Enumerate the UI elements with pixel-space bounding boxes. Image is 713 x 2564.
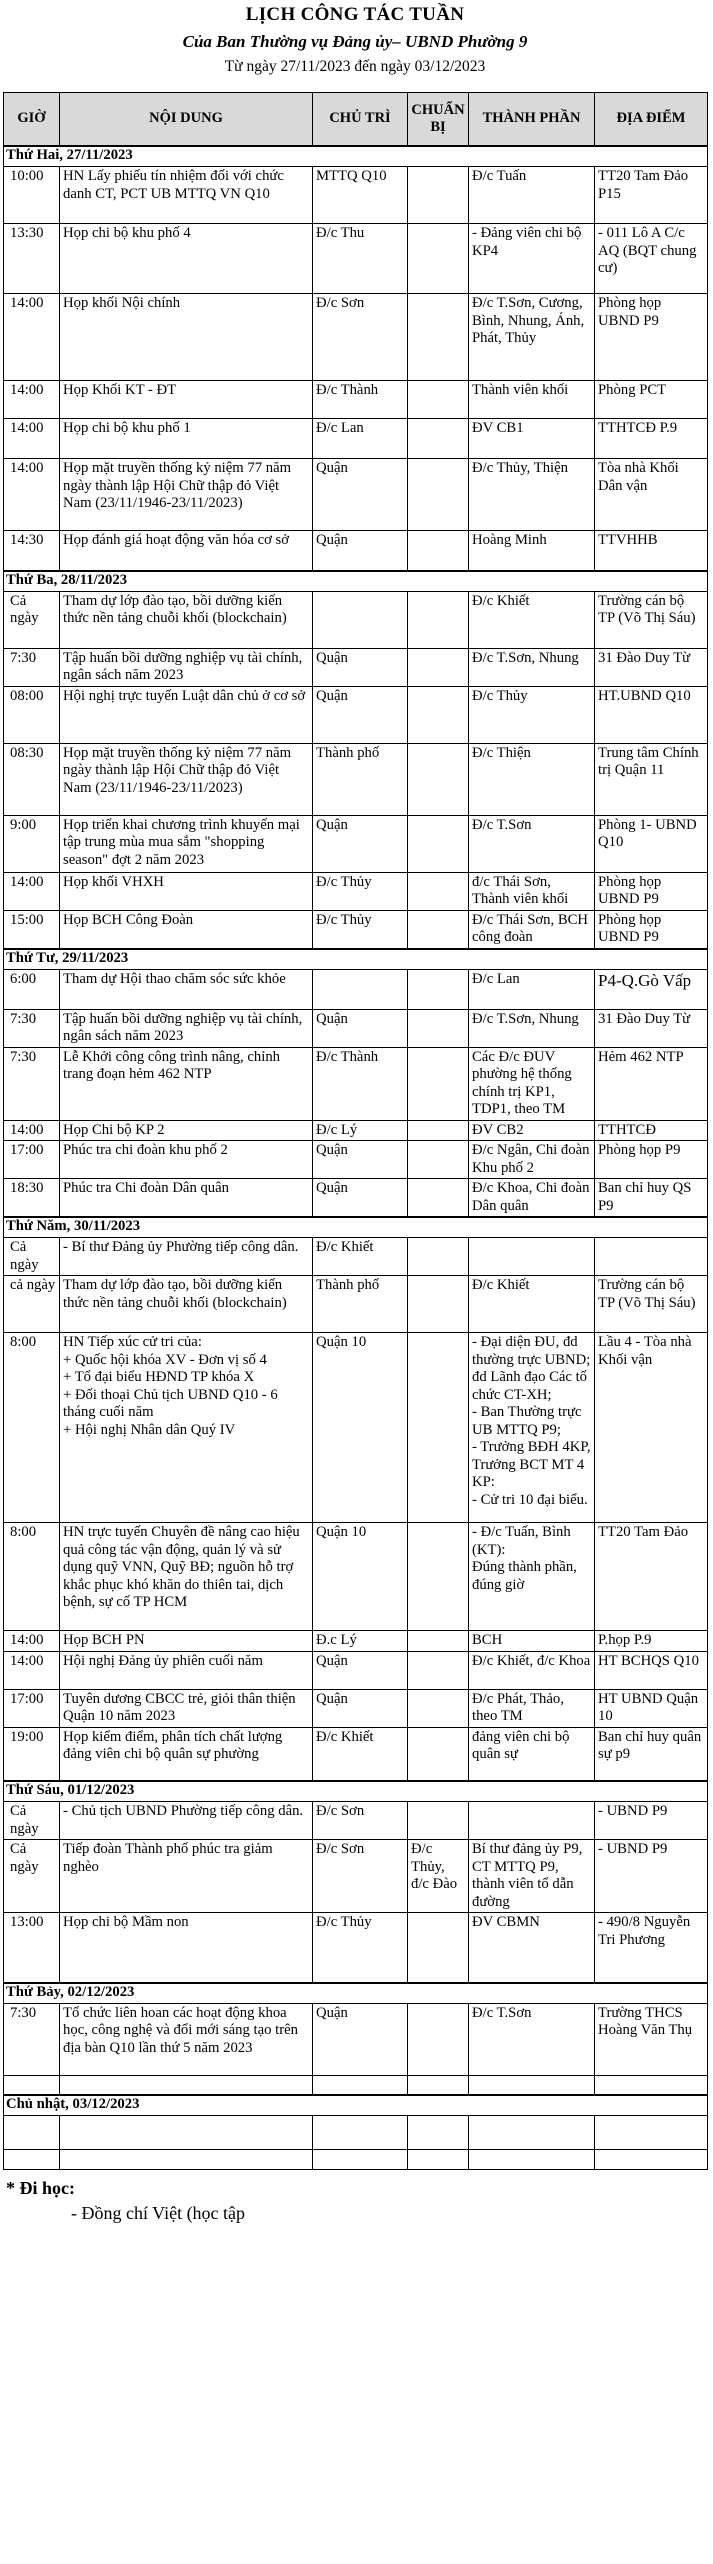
cell-host: Quận — [313, 1651, 408, 1689]
cell-place: Hẻm 462 NTP — [595, 1047, 708, 1120]
day-label: Thứ Sáu, 01/12/2023 — [4, 1781, 708, 1802]
cell-place: TTVHHB — [595, 531, 708, 571]
table-row — [4, 2003, 708, 2075]
cell-time: 7:30 — [4, 2003, 60, 2075]
column-header-host: CHỦ TRÌ — [313, 93, 408, 147]
cell-attendees: Đ/c Khiết — [469, 591, 595, 648]
date-range: Từ ngày 27/11/2023 đến ngày 03/12/2023 — [224, 58, 486, 75]
cell-content: Phúc tra Chi đoàn Dân quân — [60, 1179, 313, 1218]
cell-content: Tham dự lớp đào tạo, bồi dưỡng kiến thức nền tảng chuỗi khối (blockchain) — [60, 591, 313, 648]
cell-host: Quận — [313, 459, 408, 531]
cell-content: Tập huấn bồi dưỡng nghiệp vụ tài chính, ngân sách năm 2023 — [60, 648, 313, 686]
cell-prep — [408, 294, 469, 381]
cell-attendees: BCH — [469, 1631, 595, 1652]
column-header-content: NỘI DUNG — [60, 93, 313, 147]
cell-prep — [408, 167, 469, 224]
cell-time — [4, 2150, 60, 2170]
day-label: Thứ Hai, 27/11/2023 — [4, 146, 708, 167]
cell-host: MTTQ Q10 — [313, 167, 408, 224]
header — [3, 4, 707, 76]
cell-attendees: Đ/c Khoa, Chi đoàn Dân quân — [469, 1179, 595, 1218]
cell-content: Họp BCH Công Đoàn — [60, 910, 313, 949]
cell-time: 6:00 — [4, 969, 60, 1009]
cell-place: Phòng họp UBND P9 — [595, 910, 708, 949]
study-item: - Đồng chí Việt (học tập — [71, 2203, 246, 2223]
cell-host: Đ/c Lan — [313, 419, 408, 459]
table-row — [4, 872, 708, 910]
table-header-row — [4, 93, 708, 147]
cell-time: 13:30 — [4, 224, 60, 294]
cell-place: Tòa nhà Khối Dân vận — [595, 459, 708, 531]
cell-prep — [408, 969, 469, 1009]
cell-host — [313, 2116, 408, 2150]
schedule-body — [4, 146, 708, 2170]
cell-place — [595, 2116, 708, 2150]
day-header-row — [4, 146, 708, 167]
table-row — [4, 419, 708, 459]
table-row — [4, 224, 708, 294]
cell-place — [595, 2150, 708, 2170]
cell-prep: Đ/c Thủy, đ/c Đào — [408, 1840, 469, 1913]
table-row — [4, 381, 708, 419]
cell-host: Thành phố — [313, 743, 408, 815]
cell-attendees: Đ/c T.Sơn, Nhung — [469, 1009, 595, 1047]
cell-prep — [408, 381, 469, 419]
cell-host: Đ.c Lý — [313, 1631, 408, 1652]
cell-place: Trường cán bộ TP (Võ Thị Sáu) — [595, 591, 708, 648]
table-row — [4, 1523, 708, 1631]
cell-attendees: Đ/c Thủy — [469, 686, 595, 743]
cell-host: Đ/c Thủy — [313, 910, 408, 949]
schedule-page — [0, 4, 713, 2564]
cell-host: Đ/c Sơn — [313, 1802, 408, 1840]
cell-place: Ban chỉ huy QS P9 — [595, 1179, 708, 1218]
cell-host — [313, 2150, 408, 2170]
cell-content: Họp đánh giá hoạt động văn hóa cơ sở — [60, 531, 313, 571]
cell-place: HT UBND Quận 10 — [595, 1689, 708, 1727]
day-header-row — [4, 1983, 708, 2004]
cell-prep — [408, 2116, 469, 2150]
cell-time: 7:30 — [4, 1047, 60, 1120]
cell-host: Đ/c Lý — [313, 1120, 408, 1141]
cell-prep — [408, 1141, 469, 1179]
cell-attendees — [469, 2075, 595, 2095]
cell-host: Đ/c Thủy — [313, 1913, 408, 1983]
cell-host: Quận — [313, 1689, 408, 1727]
cell-place: - UBND P9 — [595, 1802, 708, 1840]
cell-content — [60, 2150, 313, 2170]
table-row — [4, 1179, 708, 1218]
cell-time: 10:00 — [4, 167, 60, 224]
page-subtitle: Của Ban Thường vụ Đảng ủy– UBND Phường 9 — [182, 32, 528, 51]
cell-attendees: Các Đ/c ĐUV phường hệ thống chính trị KP1, TDP1, theo TM — [469, 1047, 595, 1120]
cell-prep — [408, 1047, 469, 1120]
table-row — [4, 167, 708, 224]
cell-content: Tập huấn bồi dưỡng nghiệp vụ tài chính, ngân sách năm 2023 — [60, 1009, 313, 1047]
cell-attendees: Đ/c Phát, Thảo, theo TM — [469, 1689, 595, 1727]
cell-time: 13:00 — [4, 1913, 60, 1983]
cell-content: Tham dự Hội thao chăm sóc sức khỏe — [60, 969, 313, 1009]
cell-host: Quận — [313, 1179, 408, 1218]
column-header-prep: CHUẨN BỊ — [408, 93, 469, 147]
cell-content: Hội nghị Đảng ủy phiên cuối năm — [60, 1651, 313, 1689]
cell-prep — [408, 2150, 469, 2170]
cell-prep — [408, 1333, 469, 1523]
cell-prep — [408, 591, 469, 648]
table-row — [4, 743, 708, 815]
table-row — [4, 1631, 708, 1652]
day-label: Thứ Năm, 30/11/2023 — [4, 1217, 708, 1238]
table-row — [4, 1120, 708, 1141]
footer-notes — [3, 2178, 707, 2224]
schedule-table — [3, 92, 708, 2170]
cell-host: Quận — [313, 815, 408, 872]
cell-prep — [408, 2003, 469, 2075]
cell-prep — [408, 1009, 469, 1047]
cell-prep — [408, 648, 469, 686]
cell-host: Đ/c Thu — [313, 224, 408, 294]
column-header-place: ĐỊA ĐIỂM — [595, 93, 708, 147]
cell-time: Cả ngày — [4, 591, 60, 648]
cell-attendees — [469, 2116, 595, 2150]
cell-attendees — [469, 1802, 595, 1840]
table-row — [4, 1913, 708, 1983]
table-row — [4, 2116, 708, 2150]
day-label: Thứ Ba, 28/11/2023 — [4, 571, 708, 592]
cell-time: 18:30 — [4, 1179, 60, 1218]
cell-attendees: Thành viên khối — [469, 381, 595, 419]
cell-attendees: Đ/c Ngân, Chi đoàn Khu phố 2 — [469, 1141, 595, 1179]
cell-host: Quận — [313, 1141, 408, 1179]
cell-content: Họp mặt truyền thống kỷ niệm 77 năm ngày thành lập Hội Chữ thập đỏ Việt Nam (23/11/1946-23/11/2023) — [60, 459, 313, 531]
cell-attendees: Đ/c T.Sơn, Nhung — [469, 648, 595, 686]
cell-place: Phòng 1- UBND Q10 — [595, 815, 708, 872]
table-row — [4, 1333, 708, 1523]
cell-place: TTHTCĐ P.9 — [595, 419, 708, 459]
cell-host: Đ/c Thủy — [313, 872, 408, 910]
day-header-row — [4, 1781, 708, 1802]
cell-place: - UBND P9 — [595, 1840, 708, 1913]
cell-time: 14:00 — [4, 1120, 60, 1141]
cell-attendees: Đ/c T.Sơn, Cương, Bình, Nhung, Ánh, Phát, Thủy — [469, 294, 595, 381]
cell-attendees: Đ/c Khiết — [469, 1276, 595, 1333]
cell-host: Quận — [313, 531, 408, 571]
cell-host: Đ/c Thành — [313, 1047, 408, 1120]
table-row — [4, 815, 708, 872]
cell-time: Cả ngày — [4, 1840, 60, 1913]
table-row — [4, 1802, 708, 1840]
cell-time: 14:00 — [4, 294, 60, 381]
table-row — [4, 459, 708, 531]
cell-attendees: Đ/c Lan — [469, 969, 595, 1009]
cell-prep — [408, 686, 469, 743]
cell-content: Họp khối Nội chính — [60, 294, 313, 381]
cell-content: HN Lấy phiếu tín nhiệm đối với chức danh CT, PCT UB MTTQ VN Q10 — [60, 167, 313, 224]
cell-attendees: ĐV CB2 — [469, 1120, 595, 1141]
cell-content: Họp triển khai chương trình khuyến mại tập trung mùa mua sắm "shopping season" đợt 2 năm 2023 — [60, 815, 313, 872]
cell-attendees: Đ/c Thái Sơn, BCH công đoàn — [469, 910, 595, 949]
cell-content — [60, 2075, 313, 2095]
cell-host: Đ/c Khiết — [313, 1238, 408, 1276]
cell-place: Phòng PCT — [595, 381, 708, 419]
cell-host — [313, 969, 408, 1009]
day-label: Thứ Bảy, 02/12/2023 — [4, 1983, 708, 2004]
cell-prep — [408, 419, 469, 459]
cell-content: Họp chi bộ khu phố 1 — [60, 419, 313, 459]
day-header-row — [4, 2095, 708, 2116]
cell-content: Họp Khối KT - ĐT — [60, 381, 313, 419]
table-row — [4, 1651, 708, 1689]
cell-content: HN Tiếp xúc cử tri của: + Quốc hội khóa XV - Đơn vị số 4 + Tổ đại biểu HĐND TP khóa X + Đối thoại Chủ tịch UBND Q10 - 6 tháng cuối năm + Hội nghị Nhân dân Quý IV — [60, 1333, 313, 1523]
cell-host: Đ/c Sơn — [313, 294, 408, 381]
day-header-row — [4, 949, 708, 970]
cell-host: Quận — [313, 2003, 408, 2075]
cell-prep — [408, 1179, 469, 1218]
table-row — [4, 294, 708, 381]
cell-prep — [408, 910, 469, 949]
cell-host: Đ/c Sơn — [313, 1840, 408, 1913]
cell-host: Thành phố — [313, 1276, 408, 1333]
cell-attendees: đ/c Thái Sơn, Thành viên khối — [469, 872, 595, 910]
cell-prep — [408, 2075, 469, 2095]
cell-prep — [408, 1120, 469, 1141]
cell-content: - Bí thư Đảng ủy Phường tiếp công dân. — [60, 1238, 313, 1276]
cell-prep — [408, 531, 469, 571]
cell-host: Đ/c Thành — [313, 381, 408, 419]
cell-content: Tiếp đoàn Thành phố phúc tra giảm nghèo — [60, 1840, 313, 1913]
cell-time: cả ngày — [4, 1276, 60, 1333]
cell-time: 7:30 — [4, 648, 60, 686]
cell-attendees: - Đảng viên chi bộ KP4 — [469, 224, 595, 294]
cell-attendees: Hoàng Minh — [469, 531, 595, 571]
cell-content: Hội nghị trực tuyến Luật dân chủ ở cơ sở — [60, 686, 313, 743]
table-row — [4, 969, 708, 1009]
cell-prep — [408, 224, 469, 294]
cell-time: 17:00 — [4, 1689, 60, 1727]
day-header-row — [4, 571, 708, 592]
cell-attendees: Đ/c Tuấn — [469, 167, 595, 224]
cell-host: Quận 10 — [313, 1523, 408, 1631]
cell-attendees: đảng viên chi bộ quân sự — [469, 1727, 595, 1781]
cell-prep — [408, 459, 469, 531]
cell-place: Lầu 4 - Tòa nhà Khối vận — [595, 1333, 708, 1523]
cell-content: Họp chi bộ khu phố 4 — [60, 224, 313, 294]
cell-content: Họp Chi bộ KP 2 — [60, 1120, 313, 1141]
cell-prep — [408, 1276, 469, 1333]
cell-host: Quận — [313, 686, 408, 743]
cell-time: 14:00 — [4, 419, 60, 459]
cell-attendees: - Đ/c Tuấn, Bình (KT): Đúng thành phần, đúng giờ — [469, 1523, 595, 1631]
cell-host — [313, 2075, 408, 2095]
cell-content: Tổ chức liên hoan các hoạt động khoa học, công nghệ và đổi mới sáng tạo trên địa bàn Q10 lần thứ 5 năm 2023 — [60, 2003, 313, 2075]
cell-host: Quận — [313, 1009, 408, 1047]
page-title: LỊCH CÔNG TÁC TUẦN — [245, 4, 465, 25]
table-row — [4, 1009, 708, 1047]
column-header-attendees: THÀNH PHẦN — [469, 93, 595, 147]
cell-content — [60, 2116, 313, 2150]
table-row — [4, 1047, 708, 1120]
cell-attendees: Bí thư đảng ủy P9, CT MTTQ P9, thành viên tổ dẫn đường — [469, 1840, 595, 1913]
table-row — [4, 531, 708, 571]
table-row — [4, 1689, 708, 1727]
cell-prep — [408, 815, 469, 872]
cell-time: 15:00 — [4, 910, 60, 949]
cell-time: 7:30 — [4, 1009, 60, 1047]
cell-attendees: Đ/c T.Sơn — [469, 2003, 595, 2075]
cell-content: Họp mặt truyền thống kỷ niệm 77 năm ngày thành lập Hội Chữ thập đỏ Việt Nam (23/11/1946-23/11/2023) — [60, 743, 313, 815]
cell-attendees: ĐV CB1 — [469, 419, 595, 459]
cell-prep — [408, 1631, 469, 1652]
cell-content: Tham dự lớp đào tạo, bồi dưỡng kiến thức nền tảng chuỗi khối (blockchain) — [60, 1276, 313, 1333]
cell-content: Họp chi bộ Mầm non — [60, 1913, 313, 1983]
cell-prep — [408, 1523, 469, 1631]
cell-place: HT.UBND Q10 — [595, 686, 708, 743]
cell-place: Phòng họp P9 — [595, 1141, 708, 1179]
cell-time: 8:00 — [4, 1523, 60, 1631]
cell-place: P.họp P.9 — [595, 1631, 708, 1652]
cell-attendees: - Đại diện ĐU, đd thường trực UBND; đd Lãnh đạo Các tổ chức CT-XH; - Ban Thường trực UB MTTQ P9; - Trưởng BĐH 4KP, Trưởng BCT MT 4 KP: - Cử tri 10 đại biểu. — [469, 1333, 595, 1523]
table-row — [4, 686, 708, 743]
table-row — [4, 910, 708, 949]
table-row — [4, 1238, 708, 1276]
cell-time: 14:00 — [4, 459, 60, 531]
cell-host: Quận — [313, 648, 408, 686]
cell-place: TT20 Tam Đảo P15 — [595, 167, 708, 224]
table-row — [4, 2150, 708, 2170]
cell-time — [4, 2116, 60, 2150]
cell-attendees: Đ/c Khiết, đ/c Khoa — [469, 1651, 595, 1689]
table-row — [4, 2075, 708, 2095]
day-label: Thứ Tư, 29/11/2023 — [4, 949, 708, 970]
cell-attendees — [469, 1238, 595, 1276]
cell-content: Họp khối VHXH — [60, 872, 313, 910]
cell-attendees: Đ/c Thủy, Thiện — [469, 459, 595, 531]
cell-time: 08:30 — [4, 743, 60, 815]
cell-prep — [408, 1689, 469, 1727]
cell-attendees: Đ/c T.Sơn — [469, 815, 595, 872]
cell-prep — [408, 1238, 469, 1276]
cell-prep — [408, 1651, 469, 1689]
cell-place: 31 Đào Duy Từ — [595, 1009, 708, 1047]
cell-host: Đ/c Khiết — [313, 1727, 408, 1781]
day-header-row — [4, 1217, 708, 1238]
cell-time: 19:00 — [4, 1727, 60, 1781]
table-row — [4, 1840, 708, 1913]
cell-time: 9:00 — [4, 815, 60, 872]
cell-attendees: Đ/c Thiện — [469, 743, 595, 815]
cell-content: Họp kiểm điểm, phân tích chất lượng đảng viên chi bộ quân sự phường — [60, 1727, 313, 1781]
cell-time: 14:00 — [4, 1651, 60, 1689]
day-label: Chủ nhật, 03/12/2023 — [4, 2095, 708, 2116]
cell-place: Trung tâm Chính trị Quận 11 — [595, 743, 708, 815]
table-row — [4, 1141, 708, 1179]
cell-place: - 011 Lô A C/c AQ (BQT chung cư) — [595, 224, 708, 294]
cell-content: Tuyên dương CBCC trẻ, giỏi thân thiện Quận 10 năm 2023 — [60, 1689, 313, 1727]
cell-attendees: ĐV CBMN — [469, 1913, 595, 1983]
cell-content: - Chủ tịch UBND Phường tiếp công dân. — [60, 1802, 313, 1840]
cell-place: TT20 Tam Đảo — [595, 1523, 708, 1631]
cell-content: Lễ Khởi công công trình nâng, chỉnh trang đoạn hẻm 462 NTP — [60, 1047, 313, 1120]
cell-content: Phúc tra chi đoàn khu phố 2 — [60, 1141, 313, 1179]
cell-time — [4, 2075, 60, 2095]
cell-place: Phòng họp UBND P9 — [595, 294, 708, 381]
cell-prep — [408, 872, 469, 910]
table-row — [4, 591, 708, 648]
cell-attendees — [469, 2150, 595, 2170]
cell-place: Ban chỉ huy quân sự p9 — [595, 1727, 708, 1781]
column-header-time: GIỜ — [4, 93, 60, 147]
cell-time: 14:00 — [4, 872, 60, 910]
cell-place: Phòng họp UBND P9 — [595, 872, 708, 910]
cell-place: P4-Q.Gò Vấp — [595, 969, 708, 1009]
cell-prep — [408, 1727, 469, 1781]
cell-place: - 490/8 Nguyễn Tri Phương — [595, 1913, 708, 1983]
cell-place: Trường cán bộ TP (Võ Thị Sáu) — [595, 1276, 708, 1333]
table-row — [4, 1276, 708, 1333]
cell-prep — [408, 1913, 469, 1983]
cell-place — [595, 2075, 708, 2095]
cell-place: HT BCHQS Q10 — [595, 1651, 708, 1689]
cell-place: 31 Đào Duy Từ — [595, 648, 708, 686]
cell-time: 8:00 — [4, 1333, 60, 1523]
cell-time: 08:00 — [4, 686, 60, 743]
cell-place: Trường THCS Hoàng Văn Thụ — [595, 2003, 708, 2075]
cell-host — [313, 591, 408, 648]
cell-time: 17:00 — [4, 1141, 60, 1179]
cell-place: TTHTCĐ — [595, 1120, 708, 1141]
cell-prep — [408, 743, 469, 815]
table-row — [4, 648, 708, 686]
cell-time: Cả ngày — [4, 1802, 60, 1840]
cell-prep — [408, 1802, 469, 1840]
cell-content: HN trực tuyến Chuyên đề nâng cao hiệu quả công tác vận động, quản lý và sử dụng quỹ VNN, Quỹ BĐ; nguồn hỗ trợ khắc phục khó khăn do thiên tai, dịch bệnh, sự cố TP HCM — [60, 1523, 313, 1631]
cell-time: Cả ngày — [4, 1238, 60, 1276]
cell-host: Quận 10 — [313, 1333, 408, 1523]
cell-time: 14:00 — [4, 381, 60, 419]
cell-time: 14:00 — [4, 1631, 60, 1652]
cell-place — [595, 1238, 708, 1276]
cell-time: 14:30 — [4, 531, 60, 571]
cell-content: Họp BCH PN — [60, 1631, 313, 1652]
study-label: * Đi học: — [6, 2178, 75, 2198]
table-row — [4, 1727, 708, 1781]
